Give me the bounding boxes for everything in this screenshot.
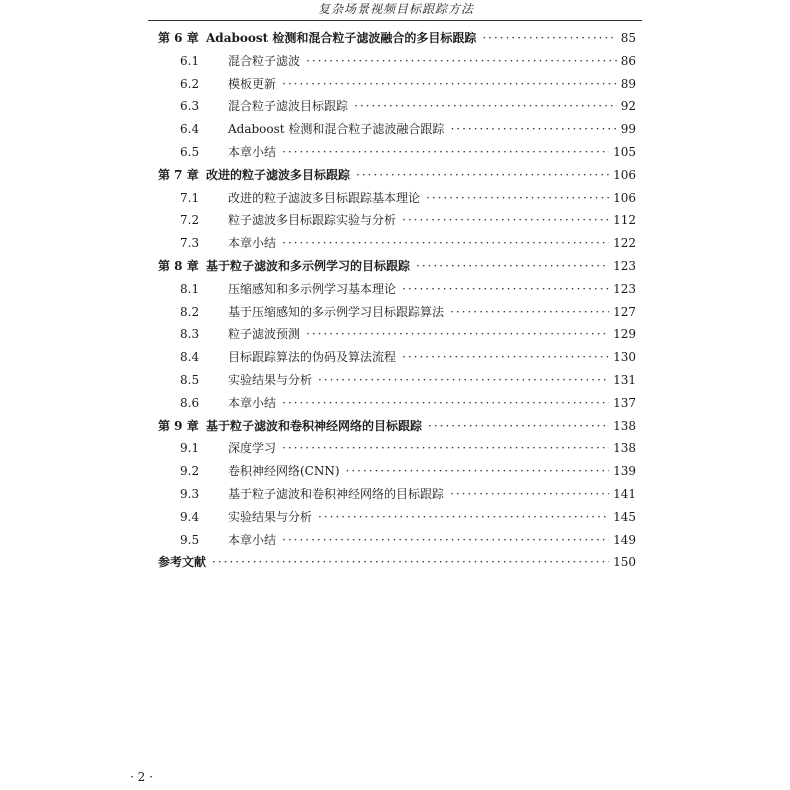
toc-entry-page: 106 bbox=[613, 190, 636, 205]
toc-entry-title: 混合粒子滤波目标跟踪 bbox=[228, 99, 349, 114]
toc-section-row[interactable] bbox=[158, 392, 636, 415]
dot-leader bbox=[402, 209, 609, 232]
toc-entry-page: 85 bbox=[620, 31, 636, 45]
toc-entry-title: 混合粒子滤波 bbox=[228, 53, 301, 68]
toc-entry-title: 基于粒子滤波和卷积神经网络的目标跟踪 bbox=[206, 418, 423, 433]
toc-section-row[interactable] bbox=[158, 187, 636, 210]
toc-entry-title: 改进的粒子滤波多目标跟踪 bbox=[206, 167, 351, 182]
toc-entry-page: 105 bbox=[613, 144, 636, 159]
toc-entry-number: 6.2 bbox=[180, 76, 200, 91]
toc-chapter-row[interactable] bbox=[158, 255, 636, 278]
toc-entry-page: 89 bbox=[620, 76, 636, 91]
toc-entry-page: 130 bbox=[613, 350, 636, 365]
dot-leader bbox=[426, 187, 609, 210]
toc-entry-page: 141 bbox=[613, 486, 636, 501]
toc-entry-number: 7.1 bbox=[180, 190, 200, 205]
toc-entry-title: 基于粒子滤波和多示例学习的目标跟踪 bbox=[206, 258, 411, 273]
toc-section-row[interactable] bbox=[158, 278, 636, 301]
toc-section-row[interactable] bbox=[158, 141, 636, 164]
toc-entry-number: 8.3 bbox=[180, 327, 200, 342]
dot-leader bbox=[282, 392, 609, 415]
toc-entry-title: 目标跟踪算法的伪码及算法流程 bbox=[228, 350, 397, 365]
toc-entry-page: 112 bbox=[613, 213, 636, 228]
toc-entry-title: Adaboost 检测和混合粒子滤波融合跟踪 bbox=[228, 122, 445, 137]
toc-entry-number: 9.2 bbox=[180, 464, 200, 479]
toc-entry-number: 9.1 bbox=[180, 441, 200, 456]
toc-entry-number: 8.6 bbox=[180, 395, 200, 410]
toc-entry-title: 粒子滤波预测 bbox=[228, 327, 301, 342]
dot-leader bbox=[282, 529, 609, 552]
toc-entry-page: 129 bbox=[613, 327, 636, 342]
dot-leader bbox=[450, 118, 616, 141]
toc-entry-number: 6.1 bbox=[180, 53, 200, 68]
toc-entry-page: 123 bbox=[613, 281, 636, 296]
toc-entry-page: 137 bbox=[613, 395, 636, 410]
toc-entry-title: 模板更新 bbox=[228, 76, 277, 91]
toc-entry-number: 第 8 章 bbox=[158, 258, 199, 273]
toc-section-row[interactable] bbox=[158, 483, 636, 506]
toc-entry-number: 7.2 bbox=[180, 213, 200, 228]
toc-section-row[interactable] bbox=[158, 73, 636, 96]
toc-section-row[interactable] bbox=[158, 209, 636, 232]
dot-leader bbox=[428, 415, 609, 438]
toc-section-row[interactable] bbox=[158, 323, 636, 346]
toc-entry-page: 127 bbox=[613, 304, 636, 319]
dot-leader bbox=[282, 141, 609, 164]
toc-entry-page: 131 bbox=[613, 372, 636, 387]
toc-entry-title: Adaboost 检测和混合粒子滤波融合的多目标跟踪 bbox=[206, 31, 477, 45]
toc-entry-page: 138 bbox=[613, 441, 636, 456]
toc-entry-title: 实验结果与分析 bbox=[228, 509, 313, 524]
toc-entry-page: 145 bbox=[613, 509, 636, 524]
toc-entry-number: 7.3 bbox=[180, 236, 200, 251]
toc-entry-number: 6.3 bbox=[180, 99, 200, 114]
toc-entry-number: 8.1 bbox=[180, 281, 200, 296]
toc-entry-title: 卷积神经网络(CNN) bbox=[228, 464, 340, 479]
dot-leader bbox=[450, 483, 609, 506]
toc-entry-number: 6.4 bbox=[180, 122, 200, 137]
toc-entry-page: 92 bbox=[620, 99, 636, 114]
toc-section-row[interactable] bbox=[158, 301, 636, 324]
toc-entry-title: 参考文献 bbox=[158, 555, 207, 570]
dot-leader bbox=[402, 278, 609, 301]
toc-entry-page: 123 bbox=[613, 258, 636, 273]
toc-section-row[interactable] bbox=[158, 369, 636, 392]
toc-entry-title: 粒子滤波多目标跟踪实验与分析 bbox=[228, 213, 397, 228]
toc-entry-number: 9.4 bbox=[180, 509, 200, 524]
toc-entry-page: 138 bbox=[613, 418, 636, 433]
toc-section-row[interactable] bbox=[158, 529, 636, 552]
running-header: 复杂场景视频目标跟踪方法 bbox=[317, 2, 474, 16]
dot-leader bbox=[282, 73, 617, 96]
toc-section-row[interactable] bbox=[158, 437, 636, 460]
dot-leader bbox=[282, 232, 609, 255]
toc-entry-number: 8.2 bbox=[180, 304, 200, 319]
toc-entry-page: 122 bbox=[613, 236, 636, 251]
toc-entry-number: 第 9 章 bbox=[158, 418, 199, 433]
toc-chapter-row[interactable] bbox=[158, 27, 636, 50]
toc-chapter-row[interactable] bbox=[158, 164, 636, 187]
toc-entry-page: 149 bbox=[613, 532, 636, 547]
toc-chapter-row[interactable] bbox=[158, 415, 636, 438]
toc-entry-title: 基于压缩感知的多示例学习目标跟踪算法 bbox=[228, 304, 445, 319]
toc-entry-title: 改进的粒子滤波多目标跟踪基本理论 bbox=[228, 190, 421, 205]
page-number: · 2 · bbox=[130, 770, 153, 784]
toc-entry-page: 99 bbox=[620, 122, 636, 137]
toc-entry-number: 6.5 bbox=[180, 144, 200, 159]
toc-entry-title: 本章小结 bbox=[228, 532, 277, 547]
toc-section-row[interactable] bbox=[158, 346, 636, 369]
dot-leader bbox=[416, 255, 609, 278]
toc-entry-number: 9.3 bbox=[180, 486, 200, 501]
toc-section-row[interactable] bbox=[158, 118, 636, 141]
toc-section-row[interactable] bbox=[158, 95, 636, 118]
dot-leader bbox=[346, 460, 610, 483]
header-rule bbox=[148, 20, 642, 21]
toc-section-row[interactable] bbox=[158, 460, 636, 483]
toc-entry-page: 106 bbox=[613, 167, 636, 182]
dot-leader bbox=[356, 164, 609, 187]
dot-leader bbox=[306, 323, 609, 346]
toc-entry-number: 8.4 bbox=[180, 350, 200, 365]
toc-entry-number: 9.5 bbox=[180, 532, 200, 547]
table-of-contents bbox=[158, 27, 636, 574]
dot-leader bbox=[318, 369, 609, 392]
toc-entry-title: 实验结果与分析 bbox=[228, 372, 313, 387]
toc-entry-title: 本章小结 bbox=[228, 144, 277, 159]
dot-leader bbox=[450, 301, 609, 324]
toc-entry-title: 本章小结 bbox=[228, 395, 277, 410]
toc-entry-title: 基于粒子滤波和卷积神经网络的目标跟踪 bbox=[228, 486, 445, 501]
toc-entry-title: 压缩感知和多示例学习基本理论 bbox=[228, 281, 397, 296]
toc-entry-number: 第 7 章 bbox=[158, 167, 199, 182]
toc-entry-page: 86 bbox=[620, 53, 636, 68]
dot-leader bbox=[354, 95, 617, 118]
toc-entry-page: 150 bbox=[613, 555, 636, 570]
toc-section-row[interactable] bbox=[158, 50, 636, 73]
toc-entry-number: 8.5 bbox=[180, 372, 200, 387]
toc-entry-title: 本章小结 bbox=[228, 236, 277, 251]
toc-entry-title: 深度学习 bbox=[228, 441, 277, 456]
dot-leader bbox=[306, 50, 617, 73]
toc-section-row[interactable] bbox=[158, 232, 636, 255]
dot-leader bbox=[482, 27, 616, 50]
dot-leader bbox=[282, 437, 609, 460]
dot-leader bbox=[212, 551, 609, 574]
dot-leader bbox=[318, 506, 609, 529]
dot-leader bbox=[402, 346, 609, 369]
toc-section-row[interactable] bbox=[158, 506, 636, 529]
toc-entry-number: 第 6 章 bbox=[158, 31, 199, 45]
toc-chapter-row[interactable] bbox=[158, 551, 636, 574]
toc-entry-page: 139 bbox=[613, 464, 636, 479]
